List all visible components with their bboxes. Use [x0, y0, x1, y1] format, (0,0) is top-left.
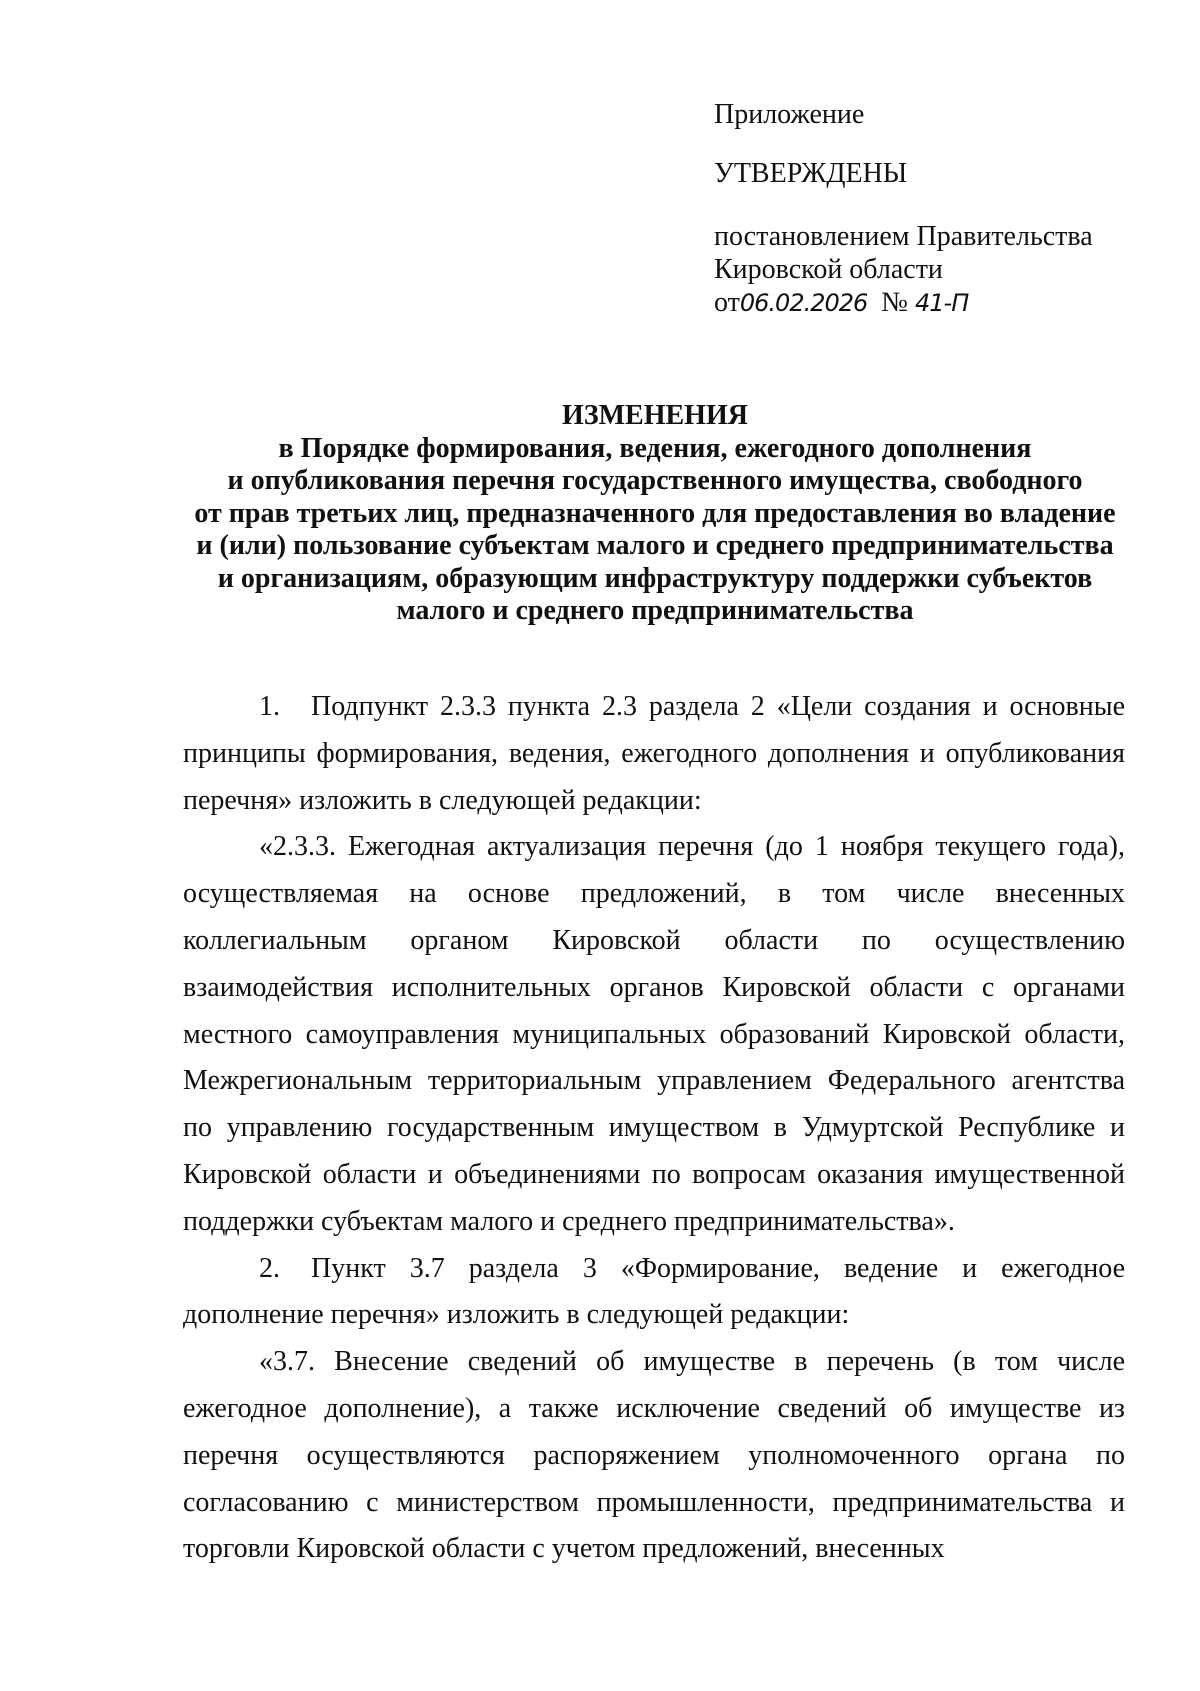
title-line: в Порядке формирования, ведения, ежегодного дополнения [278, 432, 1032, 464]
paragraph-1 [183, 684, 1125, 824]
decree-line-2: Кировской области [714, 254, 943, 285]
decree-date-line [714, 286, 1134, 320]
quoted-paragraph-1: «2.3.3. Ежегодная актуализация перечня (до 1 ноября текущего года), осуществляемая на основе предложений, в том числе внесенных коллегиальным органом Кировской области по осуществлению взаимодействия исполнительных органов Кировской области с органами местного самоуправления муниципальных образований Кировской области, Межрегиональным территориальным управлением Федерального агентства по управлению государственным имуществом в Удмуртской Республике и Кировской области и объединениями по вопросам оказания имущественной поддержки субъектам малого и среднего предпринимательства». [183, 831, 1125, 1237]
title-line: и опубликования перечня государственного имущества, свободного [227, 465, 1083, 496]
paragraph-text: Пункт 3.7 раздела 3 «Формирование, ведение и ежегодное дополнение перечня» изложить в следующей редакции: [183, 1252, 1125, 1331]
approved-label: УТВЕРЖДЕНЫ [714, 158, 908, 189]
document-title [180, 400, 1130, 628]
title-main: ИЗМЕНЕНИЯ [562, 400, 748, 431]
decree-line-1: постановлением Правительства [714, 221, 1093, 252]
decree-date: 06.02.2026 [739, 289, 868, 317]
paragraph-number: 2. [259, 1252, 280, 1284]
decree-number: 41-П [915, 289, 969, 317]
paragraph-number: 1. [259, 691, 280, 722]
quoted-paragraph-2: «3.7. Внесение сведений об имуществе в перечень (в том числе ежегодное дополнение), а также исключение сведений об имуществе из перечня осуществляются распоряжением уполномоченного органа по согласованию с министерством промышленности, предпринимательства и торговли Кировской области с учетом предложений, внесенных [183, 1346, 1125, 1565]
date-prefix: от [714, 287, 740, 318]
title-line: и (или) пользование субъектам малого и среднего предпринимательства [196, 530, 1114, 561]
appendix-block [714, 98, 1134, 320]
paragraph-text: Подпункт 2.3.3 пункта 2.3 раздела 2 «Цели создания и основные принципы формирования, ведения, ежегодного дополнения и опубликования перечня» изложить в следующей редакции: [183, 691, 1125, 816]
title-line: малого и среднего предпринимательства [396, 595, 914, 626]
paragraph-2 [183, 1246, 1125, 1340]
title-line: и организациям, образующим инфраструктуру поддержки субъектов [217, 562, 1093, 594]
appendix-label: Приложение [714, 99, 865, 130]
title-line: от прав третьих лиц, предназначенного для предоставления во владение [194, 497, 1116, 529]
number-prefix: № [881, 287, 909, 318]
document-body [183, 684, 1125, 1573]
